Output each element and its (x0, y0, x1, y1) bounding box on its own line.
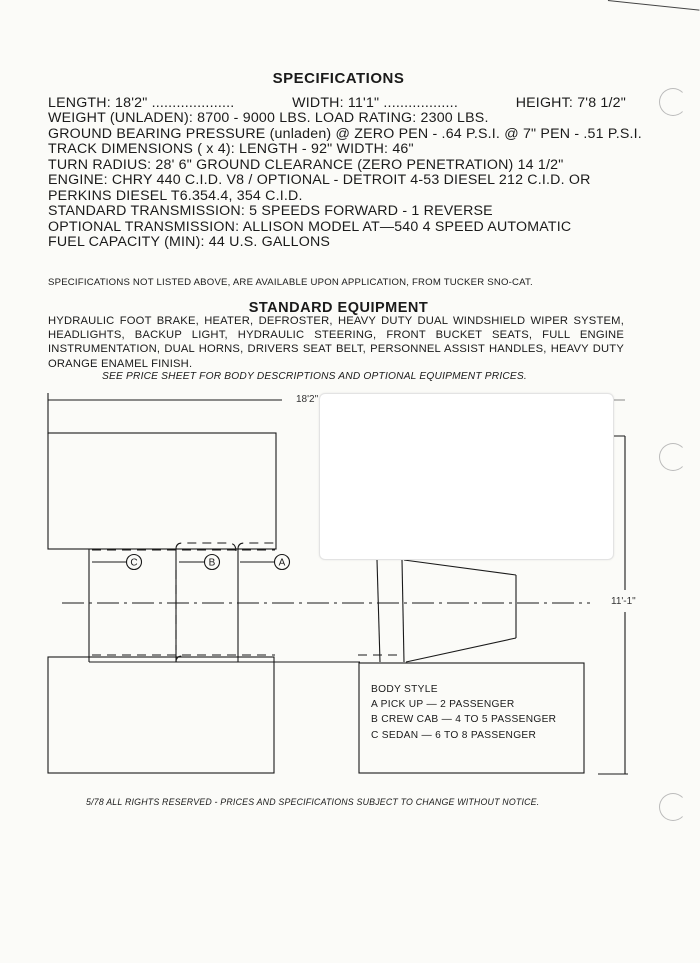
marker-a-label: A (278, 557, 286, 569)
width-spec: WIDTH: 11'1" .................. (292, 95, 458, 111)
specifications-note: SPECIFICATIONS NOT LISTED ABOVE, ARE AVAILABLE UPON APPLICATION, FROM TUCKER SNO-CAT. (48, 277, 533, 288)
standard-equipment-text: HYDRAULIC FOOT BRAKE, HEATER, DEFROSTER, HEAVY DUTY DUAL WINDSHIELD WIPER SYSTEM, HEADLIGHTS, BACKUP LIGHT, HYDRAULIC STEERING, FRONT BUCKET SEATS, FULL ENGINE INSTRUMENTATION, DUAL HORNS, DRIVERS SEAT BELT, PERSONNEL ASSIST HANDLES, HEAVY DUTY ORANGE ENAMEL FINISH. (48, 315, 624, 370)
specifications-title: SPECIFICATIONS (272, 70, 405, 87)
spec-fuel: FUEL CAPACITY (MIN): 44 U.S. GALLONS (48, 234, 331, 250)
body-style-legend (371, 682, 556, 743)
standard-equipment-title: STANDARD EQUIPMENT (248, 300, 429, 316)
binder-hole-middle (659, 443, 687, 471)
body-style-c: C SEDAN — 6 TO 8 PASSENGER (371, 729, 537, 741)
price-sheet-note: SEE PRICE SHEET FOR BODY DESCRIPTIONS AND OPTIONAL EQUIPMENT PRICES. (102, 371, 527, 382)
length-dimension-label: 18'2" (296, 394, 319, 405)
spec-weight: WEIGHT (UNLADEN): 8700 - 9000 LBS. LOAD RATING: 2300 LBS. (48, 110, 489, 126)
footer-note: 5/78 ALL RIGHTS RESERVED - PRICES AND SPECIFICATIONS SUBJECT TO CHANGE WITHOUT NOTICE. (86, 797, 540, 807)
binder-hole-bottom (659, 793, 687, 821)
spec-track: TRACK DIMENSIONS ( x 4): LENGTH - 92" WIDTH: 46" (48, 141, 414, 157)
binder-hole-top (659, 88, 687, 116)
length-spec: LENGTH: 18'2" .................... (48, 95, 235, 111)
spec-std-transmission: STANDARD TRANSMISSION: 5 SPEEDS FORWARD - 1 REVERSE (48, 203, 493, 219)
body-style-a: A PICK UP — 2 PASSENGER (371, 699, 515, 711)
height-spec: HEIGHT: 7'8 1/2" (515, 95, 626, 111)
spec-engine: ENGINE: CHRY 440 C.I.D. V8 / OPTIONAL - DETROIT 4-53 DIESEL 212 C.I.D. OR (48, 172, 591, 188)
blank-label-patch (319, 393, 614, 560)
body-style-b: B CREW CAB — 4 TO 5 PASSENGER (371, 714, 557, 726)
spec-engine-cont: PERKINS DIESEL T6.354.4, 354 C.I.D. (48, 187, 303, 204)
marker-c-label: C (130, 557, 138, 569)
body-style-title: BODY STYLE (371, 684, 438, 695)
marker-b-label: B (208, 557, 216, 569)
spec-opt-transmission: OPTIONAL TRANSMISSION: ALLISON MODEL AT—540 4 SPEED AUTOMATIC (48, 218, 572, 235)
width-dimension-label: 11'-1" (611, 596, 636, 607)
spec-turn-radius: TURN RADIUS: 28' 6" GROUND CLEARANCE (ZERO PENETRATION) 14 1/2" (48, 156, 564, 173)
spec-ground-pressure: GROUND BEARING PRESSURE (unladen) @ ZERO PEN - .64 P.S.I. @ 7" PEN - .51 P.S.I. (48, 125, 642, 142)
